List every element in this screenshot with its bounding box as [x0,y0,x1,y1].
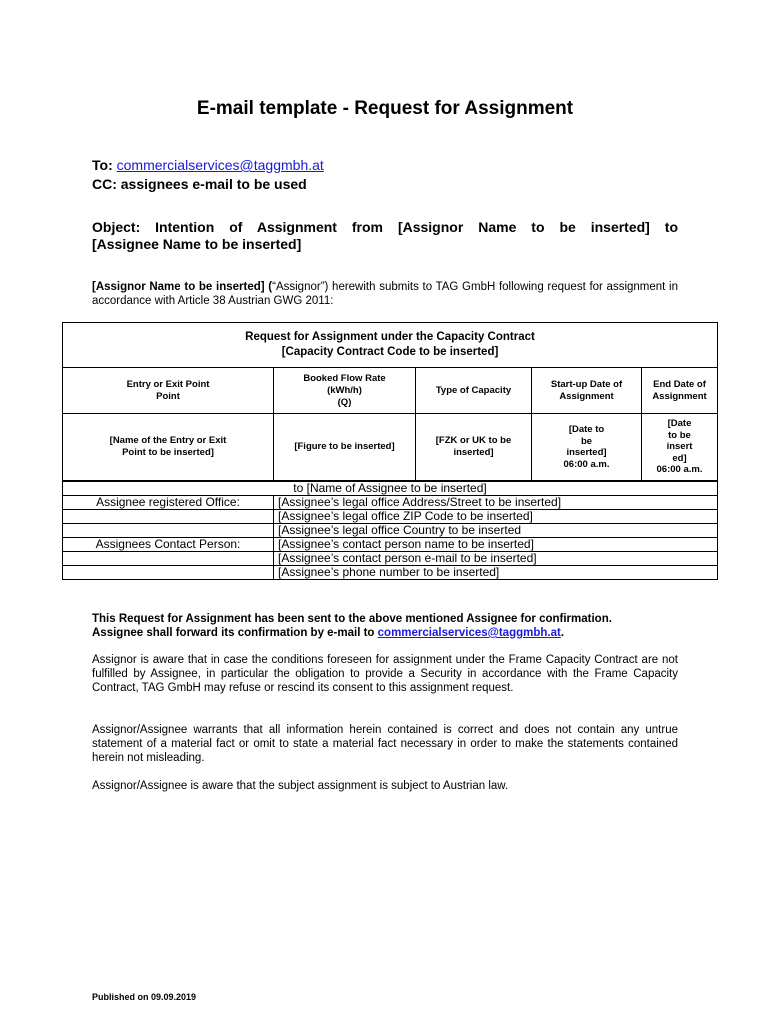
column-header: Start-up Date of Assignment [532,368,642,414]
contact-line: [Assignee’s contact person name to be inserted] [274,538,718,552]
column-header: End Date of Assignment [642,368,718,414]
to-label: To: [92,157,113,173]
request-table-heading [63,323,718,368]
table-cell: [Date to be inserted] 06:00 a.m. [532,414,642,481]
table-cell: [FZK or UK to be inserted] [416,414,532,481]
empty-cell [63,510,274,524]
request-heading-1: Request for Assignment under the Capacity Contract [245,331,535,343]
column-header: Booked Flow Rate (kWh/h) (Q) [274,368,416,414]
contact-label: Assignees Contact Person: [63,538,274,552]
paragraph-law: Assignor/Assignee is aware that the subject assignment is subject to Austrian law. [92,780,509,792]
column-header: Type of Capacity [416,368,532,414]
intro-assignor-name: [Assignor Name to be inserted] [92,281,265,293]
empty-cell [63,524,274,538]
contact-line: [Assignee’s contact person e-mail to be inserted] [274,552,718,566]
paragraph-warranty: Assignor/Assignee warrants that all information herein contained is correct and does not contain any untrue statement of a material fact or omit to state a material fact necessary in order to make the statements contained herein not misleading. [92,724,678,764]
empty-cell [63,566,274,580]
table-cell: [Name of the Entry or Exit Point to be inserted] [63,414,274,481]
confirm-email-link[interactable]: commercialservices@taggmbh.at [377,627,561,639]
office-line: [Assignee’s legal office ZIP Code to be inserted] [274,510,718,524]
published-date: Published on 09.09.2019 [92,992,197,1002]
to-email-link[interactable]: commercialservices@taggmbh.at [116,157,324,173]
assignee-to-row: to [Name of Assignee to be inserted] [63,482,718,496]
confirmation-period: . [560,627,565,639]
to-line [92,157,324,173]
request-table [62,322,718,481]
office-label: Assignee registered Office: [63,496,274,510]
empty-cell [63,552,274,566]
office-line: [Assignee’s legal office Address/Street to be inserted] [274,496,718,510]
request-heading-2: [Capacity Contract Code to be inserted] [281,346,499,358]
confirmation-text: Assignee shall forward its confirmation by e-mail to [92,627,378,639]
contact-line: [Assignee’s phone number to be inserted] [274,566,718,580]
confirmation-line-1: This Request for Assignment has been sent to the above mentioned Assignee for confirmation. [92,613,612,625]
confirmation-paragraph [92,612,678,640]
object-line-1: Object: Intention of Assignment from [Assignor Name to be inserted] to [92,219,678,235]
cc-line: CC: assignees e-mail to be used [92,176,307,192]
table-cell: [Figure to be inserted] [274,414,416,481]
intro-rest: “Assignor”) herewith submits to TAG GmbH following request for assignment in accordance with Article 38 Austrian GWG 2011: [92,281,679,307]
column-header: Entry or Exit Point Point [63,368,274,414]
object-line-2: [Assignee Name to be inserted] [92,236,302,252]
assignee-table [62,481,718,580]
object-line [92,219,678,253]
intro-paragraph [92,280,678,308]
confirmation-line-2 [92,626,678,640]
table-cell: [Date to be insert ed] 06:00 a.m. [642,414,718,481]
intro-paren: ( [264,281,273,293]
office-line: [Assignee’s legal office Country to be inserted [274,524,718,538]
paragraph-security: Assignor is aware that in case the conditions foreseen for assignment under the Frame Capacity Contract are not fulfilled by Assignee, in particular the obligation to provide a Security in accordance with the Frame Capacity Contract, TAG GmbH may refuse or rescind its consent to this assignment request. [92,654,678,694]
page-title: E-mail template - Request for Assignment [196,98,574,119]
